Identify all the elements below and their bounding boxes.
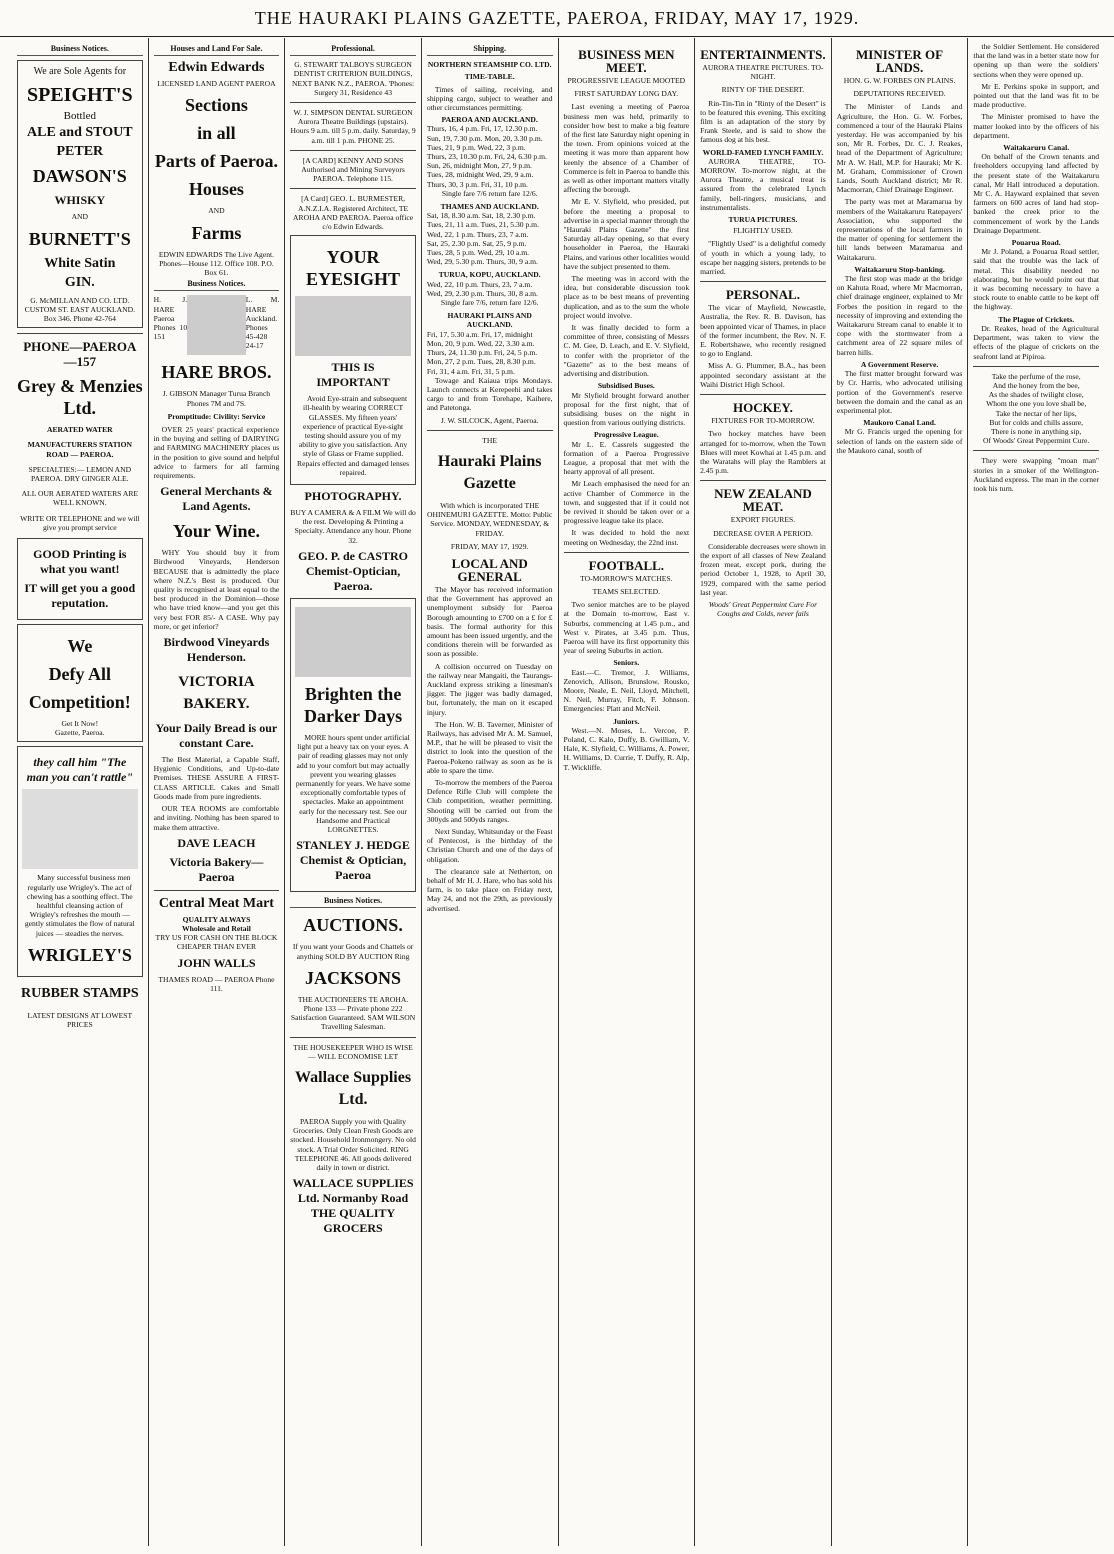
article-paragraph: They were swapping "moan man" stories in a smoker of the Wellington-Auckland express. The man in the corner took his turn. <box>973 456 1099 493</box>
divider <box>973 366 1099 367</box>
timetable-row: Tues, 21, 9 p.m. Wed, 22, 3 p.m. <box>426 142 526 152</box>
article-paragraph: Mr Leach emphasised the need for an active Chamber of Commerce in the town, and suggested that if it could not be revived it should be taken over or a progressive league take its place. <box>563 479 690 526</box>
divider <box>427 430 553 431</box>
divider <box>17 333 143 334</box>
ad-line: NORTHERN STEAMSHIP CO. LTD. <box>427 60 552 70</box>
ad-line: THAMES ROAD — PAEROA Phone 111. <box>158 974 275 993</box>
route-heading: HAURAKI PLAINS AND AUCKLAND. <box>447 311 532 330</box>
jacksons-title: JACKSONS <box>305 967 402 988</box>
ad-line: DAWSON'S <box>32 166 127 187</box>
ad-line: THE HOUSEKEEPER WHO IS WISE— WILL ECONOMISE LET <box>293 1042 413 1061</box>
article-subtitle: FIRST SATURDAY LONG DAY. <box>574 89 679 99</box>
ad-line: H. J. HARE Paeroa Phones 10 151 <box>153 295 188 342</box>
article-subtitle: FIXTURES FOR TO-MORROW. <box>711 416 815 426</box>
speights-ad <box>17 60 143 328</box>
timetable-row: Tues, 21, 11 a.m. Tues, 21, 5.30 p.m. <box>426 220 539 230</box>
column-8 <box>967 38 1104 1546</box>
ad-line: TIME-TABLE. <box>464 72 515 82</box>
article-paragraph: Mr E. V. Slyfield, who presided, put before the meeting a proposal to advertise in a special manner through the "Hauraki Plains Gazette" the first Saturday all-day opening, so that every householder in Paeroa, the Hauraki Plains, and various other localities would have the subject presented to them. <box>563 197 690 271</box>
article-paragraph: the Soldier Settlement. He considered that the land was in a better state now for opening up than were the soldiers' sections when they were opened up. <box>973 42 1099 79</box>
ad-line: Farms <box>191 222 242 243</box>
timetable-row: Fri, 17, 5.30 a.m. Fri, 17, midnight <box>426 329 533 339</box>
article-paragraph: The vicar of Mayfield, Newcastle, Australia, the Rev. R. B. Davison, has been appointed vicar of Thames, in place of the former incumbent, the Rev. N. F. E. Robertshawe, who recently resigned to go to England. <box>700 303 826 359</box>
section-subheading: WORLD-FAMED LYNCH FAMILY. <box>702 147 824 157</box>
timetable-row: Mon, 20, 9 p.m. Wed, 22, 3.30 a.m. <box>426 338 535 348</box>
article-paragraph: Mr G. Francis urged the opening for selection of lands on the eastern side of the Maukoro canal, south of <box>836 427 963 455</box>
ad-line: they call him "The man you can't rattle" <box>26 755 133 785</box>
column-2 <box>148 38 285 1546</box>
ad-line: PETER <box>56 144 104 160</box>
timetable-row: Thurs, 23, 10.30 p.m. Fri, 24, 6.30 p.m. <box>426 152 547 162</box>
timetable-row: Tues, 28, 5 p.m. Wed, 29, 10 a.m. <box>426 248 529 258</box>
ad-line: PHOTOGRAPHY. <box>304 489 402 504</box>
ad-line: J. W. SILCOCK, Agent, Paeroa. <box>440 415 539 425</box>
article-paragraph: On behalf of the Crown tenants and freeholders occupying land affected by the present state of the Waitakaruru canal, Mr Hall introduced a deputation. Mr C. A. Hayward explained that seven farmers on 600 acres of land had stop-banked the creek prior to the commencement of work by the Lands Drainage Department. <box>973 152 1099 235</box>
lamp-illustration <box>295 607 411 677</box>
divider <box>564 552 690 553</box>
section-header: Business Notices. <box>17 44 143 56</box>
hare-ad <box>154 295 280 355</box>
article-subtitle: RINTY OF THE DESERT. <box>721 85 805 95</box>
divider <box>290 102 416 103</box>
ad-line: AND <box>71 212 89 222</box>
ad-line: IT will get you a good reputation. <box>24 581 136 611</box>
ad-line: THE <box>482 435 498 445</box>
article-paragraph: The meeting was in accord with the idea, but considerable discussion took place as to be best means of preventing duplication, and as to the sum the whole project would involve. <box>563 274 690 320</box>
ad-line: THIS IS IMPORTANT <box>316 360 390 390</box>
article-paragraph: To-morrow the members of the Paeroa Defence Rifle Club will complete the Club competition, weather permitting. Shooting will be carried out from the 300yds and 500yds ranges. <box>426 778 553 824</box>
ad-line: Bottled <box>63 110 96 123</box>
rubber-stamps-title: RUBBER STAMPS <box>21 985 139 1001</box>
timetable-row: Sun, 19, 7.30 p.m. Mon, 20, 3.30 p.m. <box>426 133 543 143</box>
ad-text: MORE hours spent under artificial light put a heavy tax on your eyes. A pair of reading glasses may not only add to your comfort but may actually prevent you wearing glasses permanently for years. We have some exceptionally comfortable types of spectacles. Make an appointment early for the necessary test. See our Handsome and Practical LORGNETTES. <box>295 732 411 834</box>
timetable-row: Wed, 29, 5.30 p.m. Thurs, 30, 9 a.m. <box>426 257 538 267</box>
article-paragraph: Rin-Tin-Tin in "Rinty of the Desert" is to be featured this evening. This exciting film is an adaptation of the story by Frank Steele, and is said to show the famous dog at his best. <box>700 98 826 145</box>
route-heading: PAEROA AND AUCKLAND. <box>441 115 538 125</box>
poem-line: As the shades of twilight close, <box>988 390 1084 400</box>
section-subheading: Subsidised Buses. <box>597 381 655 391</box>
ad-text: WHY You should buy it from Birdwood Vineyards, Henderson BECAUSE that is admittedly the place where N.Z.'s Best is produced. Our quality is recognised at least equal to the best produced in the Dominion—those who have tried know—and you get this very best FOR 85/- A CASE. Why pay more, or get inferior? <box>153 548 280 631</box>
timetable-row: Wed, 29, 2.30 p.m. Thurs, 30, 8 a.m. <box>426 288 538 298</box>
kenny-card: [A CARD] KENNY AND SONS Authorised and Mining Surveyors PAEROA. Telephone 115. <box>301 155 405 184</box>
issue-date: FRIDAY, MAY 17, 1929. <box>450 541 529 551</box>
section-header: Shipping. <box>427 44 553 56</box>
ad-line: in all <box>197 123 236 144</box>
ad-line: BUY A CAMERA & A FILM We will do the rest. Developing & Printing a Specialty. Attendance any hour. Phone 32. <box>290 508 416 545</box>
route-heading: THAMES AND AUCKLAND. <box>440 202 539 212</box>
ad-line: General Merchants & Land Agents. <box>160 484 273 514</box>
ad-line: Sections <box>184 95 248 116</box>
hare-illustration <box>187 295 246 355</box>
article-title: MINISTER OF LANDS. <box>856 47 944 75</box>
ad-text: The Best Material, a Capable Staff, Hygienic Conditions, and Up-to-date Premises. THESE ASSURE A FIRST-CLASS ARTICLE. Cakes and Small Goods made from pure ingredients. <box>153 755 280 801</box>
eye-illustration <box>295 296 411 356</box>
ad-line: WHISKY <box>54 193 106 208</box>
article-paragraph: The Mayor has received information that the Government has approved an unemployment subsidy for Paeroa Borough amounting to £700 on a £ for £ basis. The formal authority for this amount has been issued urgently, and the conditions therein will be forwarded as soon as possible. <box>426 584 553 659</box>
article-subtitle: PROGRESSIVE LEAGUE MOOTED <box>567 76 686 85</box>
article-subtitle: HON. G. W. FORBES ON PLAINS. <box>843 76 956 85</box>
article-subtitle: FLIGHTLY USED. <box>733 226 793 236</box>
article-subtitle: DEPUTATIONS RECEIVED. <box>853 89 946 99</box>
ad-line: TRY US FOR CASH ON THE BLOCK CHEAPER THAN EVER <box>155 933 278 952</box>
ad-text: OVER 25 years' practical experience in the buying and selling of DAIRYING and FARMING MACHINERY places us in the position to give sound and helpful advice to farmers for all farming requirements. <box>153 425 280 481</box>
poem-line: But for colds and chills assure, <box>989 417 1083 427</box>
ad-line: G. McMILLAN AND CO. LTD. CUSTOM ST. EAST AUCKLAND. Box 346. Phone 42-764 <box>24 295 135 324</box>
simpson-card: W. J. SIMPSON DENTAL SURGEON Aurora Theatre Buildings (upstairs). Hours 9 a.m. till 5 p.m. daily. Saturday, 9 a.m. till 1 p.m. PHONE 25. <box>290 108 416 145</box>
column-5 <box>558 38 695 1546</box>
article-paragraph: Two senior matches are to be played at the Domain to-morrow, East v. Suburbs, commencing at 1.45 p.m., and West v. Pirates, at 3.45 p.m. Thus, Paeroa will have its first opportunity this year of seeing Suburbs in action. <box>563 600 690 656</box>
ad-line: GEO. P. de CASTRO Chemist-Optician, Paeroa. <box>298 548 409 593</box>
ad-text: Times of sailing, receiving, and shipping cargo, subject to weather and other circumstances permitting. <box>426 84 553 113</box>
ad-line: AND <box>208 206 225 216</box>
column-4 <box>421 38 558 1546</box>
ad-line: BURNETT'S <box>28 228 131 249</box>
ad-line: Promptitude: Civility: Service <box>167 411 266 421</box>
divider <box>290 188 416 189</box>
article-paragraph: Mr J. Poland, a Pouarua Road settler, said that the trouble was the lack of metal. This disability needed no elaborating, but he would point out that it was becoming necessary to have a stock route to enable cattle to be kept off the highway. <box>973 247 1099 312</box>
timetable-row: Wed, 22, 1 p.m. Thurs, 23, 7 a.m. <box>426 229 529 239</box>
route-heading: TURUA, KOPU, AUCKLAND. <box>438 270 541 280</box>
grey-menzies-title: Grey & Menzies Ltd. <box>17 376 143 419</box>
article-paragraph: The Minister of Lands and Agriculture, the Hon. G. W. Forbes, commenced a tour of the Hauraki Plains yesterday. He was accompanied by his son, Mr R. Forbes, Dr. C. J. Reakes, head of the Department of Agriculture; Mr A. W. Hall, M.P. for Hauraki; Mr K. M. Graham, Commissioner of Crown Lands, South Auckland district; Mr R. Macmorran, Chief Drainage Engineer. <box>836 102 963 195</box>
ad-line: Your Daily Bread is our constant Care. <box>155 721 278 751</box>
divider <box>290 150 416 151</box>
ad-line: LICENSED LAND AGENT PAEROA <box>157 79 276 89</box>
ad-line: PAEROA Supply you with Quality Groceries. Only Clean Fresh Goods are stocked. Household Ironmongery. No old stock. A Trial Order Solicited. RING TELEPHONE 46. All goods delivered daily in town or district. <box>290 1116 416 1172</box>
printing-ad <box>17 538 143 620</box>
section-subheading: Juniors. <box>613 716 640 726</box>
wrigley-illustration <box>22 789 138 869</box>
column-1 <box>12 38 148 1546</box>
article-paragraph: Considerable decreases were shown in the export of all classes of New Zealand frozen meat, except pork, during the period October 1, 1928, to April 30, 1929, compared with the same period last year. <box>700 541 826 597</box>
ad-line: If you want your Goods and Chattels or anything SOLD BY AUCTION Ring <box>292 942 414 961</box>
article-paragraph: The clearance sale at Netherton, on behalf of Mr H. J. Hare, who has sold his farm, is to take place on Friday next, May 24, and not the 29th, as previously advertised. <box>426 866 553 913</box>
section-subheading: The Plague of Crickets. <box>998 314 1075 324</box>
ad-line: JOHN WALLS <box>177 955 256 970</box>
article-paragraph: Miss A. G. Plummer, B.A., has been appointed secondary assistant at the Waihi District High School. <box>700 361 826 389</box>
article-paragraph: Mr E. Perkins spoke in support, and pointed out that the land was fit to be made productive. <box>973 81 1099 110</box>
divider <box>154 890 280 891</box>
divider <box>700 281 826 282</box>
section-subheading: Progressive League. <box>593 430 659 440</box>
article-paragraph: West.—N. Moses, L. Vercoe, P. Poland, C. Kalo, Duffy, B. Gwilliam, V. Hale, K. Slyfield, C. Williams, A. Power, H. Williams, D. Currie, T. Duffy, R. Alp, T. Wickliffe. <box>563 725 690 772</box>
ad-line: L. M. HARE Auckland. Phones 45-428 24-17 <box>245 295 280 351</box>
article-paragraph: AURORA THEATRE, TO-MORROW. To-morrow night, at the Aurora Theatre, a musical treat is assured from the celebrated Lynch family, bell-ringers, musicians, and instrumentalists. <box>700 156 826 212</box>
article-paragraph: The Hon. W. B. Taverner, Minister of Railways, has advised Mr A. M. Samuel, M.P., that he will be pleased to visit the district to look into the question of the Paeroa-Pokeno railway as soon as he is able to spare the time. <box>426 719 553 775</box>
talboys-card: G. STEWART TALBOYS SURGEON DENTIST CRITERION BUILDINGS, NEXT BANK N.Z., PAEROA. 'Phones: Surgery 31, Residence 43 <box>292 60 415 97</box>
ad-line: THE AUCTIONEERS TE AROHA. Phone 133 — Private phone 222 Satisfaction Guaranteed. SAM WILSON Travelling Salesman. <box>290 994 416 1032</box>
defy-ad <box>17 624 143 742</box>
article-paragraph: Mr L. E. Cassrels suggested the formation of a Paeroa Progressive League, a proposal that met with the hearty approval of all present. <box>563 439 690 477</box>
timetable-row: Sat, 25, 2.30 p.m. Sat, 25, 9 p.m. <box>426 238 527 248</box>
article-title: ENTERTAINMENTS. <box>700 47 826 62</box>
article-paragraph: East.—C. Tremor, J. Williams, Zenovich, Allison, Brunslow, Rousko, Moore, Neale, E. Neil, Lloyd, Mitchell, N. Neil, Murray, Fitch, F. Johnson. Emergencies: Platt and McNeil. <box>563 667 690 714</box>
ad-line: Birdwood Vineyards Henderson. <box>163 635 270 665</box>
ad-line: White Satin <box>44 255 116 271</box>
hare-bros-logo: HARE BROS. <box>161 362 272 383</box>
ad-text: Towage and Kaiaua trips Mondays. Launch connects at Kerepeehi and takes cargo to and from Torehape, Kaihere, and Patetonga. <box>426 375 553 413</box>
phone-line: PHONE—PAEROA —157 <box>23 339 137 370</box>
section-subheading: Seniors. <box>613 658 640 668</box>
meat-mart-title: Central Meat Mart <box>158 895 274 911</box>
timetable-row: Wed, 22, 10 p.m. Thurs, 23, 7 a.m. <box>426 279 533 289</box>
section-header: Houses and Land For Sale. <box>154 44 280 56</box>
poem-line: There is none in anything sip, <box>991 426 1082 436</box>
section-subheading: Waitakaruru Stop-banking. <box>854 264 945 274</box>
timetable-row: Fri, 31, 4 a.m. Fri, 31, 5 p.m. <box>426 366 515 376</box>
section-header: Business Notices. <box>290 896 416 908</box>
article-paragraph: Mr Slyfield brought forward another proposal for the first night, that of subsidising buses on the night in question from various outlying districts. <box>563 390 690 428</box>
ad-line: MANUFACTURERS STATION ROAD — PAEROA. <box>27 440 133 459</box>
article-paragraph: It was finally decided to form a committee of three, consisting of Messrs C. M. Gee, D. Leach, and E. V. Slyfield, to confer with the proprietor of the "Gazette" as to the best means of advertising and distribution. <box>563 323 690 379</box>
article-subtitle: TEAMS SELECTED. <box>592 586 661 596</box>
wrigleys-ad <box>17 746 143 976</box>
article-paragraph: "Flightly Used" is a delightful comedy of youth in which a young lady, to escape her nagging sisters, pretends to be married. <box>700 239 826 277</box>
article-title: BUSINESS MEN MEET. <box>578 47 675 75</box>
ad-line: SPECIALTIES:— LEMON AND PAEROA. DRY GINGER ALE. <box>28 464 132 484</box>
article-paragraph: Dr. Reakes, head of the Agricultural Department, was taken to view the effects of the plague of crickets on the seafront land at Pipiroa. <box>973 323 1099 361</box>
ad-line: Competition! <box>28 692 131 713</box>
ad-line: YOUR EYESIGHT <box>306 247 401 290</box>
ad-line: J. GIBSON Manager Turua Branch Phones 7M and 7S. <box>162 389 271 408</box>
section-subheading: Pouarua Road. <box>1011 238 1061 248</box>
ad-line: Defy All <box>48 664 112 685</box>
poem-line: Take the perfume of the rose, <box>991 371 1081 381</box>
timetable-row: Sun, 26, midnight Mon, 27, 9 p.m. <box>426 161 532 171</box>
paper-nameplate: Hauraki Plains Gazette <box>437 452 542 492</box>
poem-line: Take the nectar of her lips, <box>995 408 1077 418</box>
ad-line: Wholesale and Retail <box>182 923 251 933</box>
newspaper-columns <box>12 38 1104 1546</box>
ad-line: We are Sole Agents for <box>33 66 127 78</box>
article-paragraph: Next Sunday, Whitsunday or the Feast of Pentecost, is the birthday of the Christian Church and one of the days of obligation. <box>426 827 553 864</box>
ad-line: Houses <box>188 179 244 200</box>
ad-line: Gazette, Paeroa. <box>55 728 105 738</box>
wallace-title: Wallace Supplies Ltd. <box>295 1068 412 1108</box>
article-paragraph: The first stop was made at the bridge on Kahuta Road, where Mr Macmorran, chief drainage engineer, explained to Mr Forbes the position in regard to the necessity of improving and extending the Waitakaruru Stream canal to enable it to cope with the stormwater from a catchment area of 22 square miles of barren hills. <box>836 274 963 357</box>
column-6 <box>694 38 831 1546</box>
article-paragraph: The first matter brought forward was by Cr. Harris, who advocated utilising portion of the Government's reserve between the domain and the canal as an experimental plot. <box>836 369 963 415</box>
masthead: THE HAURAKI PLAINS GAZETTE, PAEROA, FRIDAY, MAY 17, 1929. <box>0 0 1114 37</box>
article-title: NEW ZEALAND MEAT. <box>714 486 812 515</box>
article-paragraph: The Minister promised to have the matter looked into by the officers of his department. <box>973 112 1099 140</box>
ad-text: OUR TEA ROOMS are comfortable and inviting. Nothing has been spared to make them attractive. <box>153 804 280 832</box>
article-paragraph: Last evening a meeting of Paeroa business men was held, primarily to consider how best to make a big feature of the first late Saturday night opening in the town. From opinions voiced at the meeting it was more than apparent how keenly the absence of a Chamber of Commerce is felt in Paeroa to handle this as well as other important matters vitally affecting the borough. <box>563 102 690 195</box>
local-general-heading: LOCAL AND GENERAL <box>451 555 528 584</box>
section-subheading: Waitakaruru Canal. <box>1003 143 1070 153</box>
section-header: Business Notices. <box>154 279 280 291</box>
ad-line: ALL OUR AERATED WATERS ARE WELL KNOWN. <box>21 489 139 508</box>
ad-line: WALLACE SUPPLIES Ltd. Normanby Road THE QUALITY GROCERS <box>292 1176 414 1236</box>
wrigleys-logo: WRIGLEY'S <box>27 944 132 965</box>
ad-line: EDWIN EDWARDS The Live Agent. Phones—House 112. Office 108. P.O. Box 61. <box>158 249 275 278</box>
ad-line: QUALITY ALWAYS <box>182 914 251 924</box>
section-subheading: TURUA PICTURES. <box>728 215 798 225</box>
wine-title: Your Wine. <box>172 521 260 542</box>
victoria-bakery-title: VICTORIA BAKERY. <box>178 674 255 713</box>
ad-line: We <box>67 636 93 657</box>
divider <box>290 1037 416 1038</box>
ad-line: Woods' Great Peppermint Cure For Coughs and Colds, never fails <box>708 599 818 619</box>
timetable-row: Tues, 28, midnight Wed, 29, 9 a.m. <box>426 170 534 180</box>
article-paragraph: It was decided to hold the next meeting on Wednesday, the 22nd inst. <box>563 528 690 547</box>
ad-line: LATEST DESIGNS AT LOWEST PRICES <box>27 1010 133 1030</box>
ad-line: Parts of Paeroa. <box>154 151 278 172</box>
ad-line: SPEIGHT'S <box>27 84 133 107</box>
ad-text: Avoid Eye-strain and subsequent ill-health by wearing CORRECT GLASSES. My fifteen years' experience of practical Eye-sight testing should assure you of my ability to give you satisfaction. Any style of Glass or Frame supplied. Repairs effected and damaged lenses repaired. <box>297 394 410 477</box>
ad-line: ALE and STOUT <box>27 125 133 141</box>
article-subtitle: TO-MORROW'S MATCHES. <box>580 573 673 583</box>
poem-line: And the honey from the bee, <box>992 380 1080 390</box>
edwin-edwards-title: Edwin Edwards <box>168 60 265 76</box>
ad-line: AERATED WATER <box>47 425 113 435</box>
article-paragraph: The party was met at Maramarua by members of the Waitakaruru Ratepayers' Association, who supported the representations of the local farmers in the matter of opening for settlement the hill lands between Maramarua and Waitakaruru. <box>836 197 963 262</box>
poem-line: Of Woods' Great Peppermint Cure. <box>983 436 1090 446</box>
article-title: PERSONAL. <box>725 287 800 303</box>
article-subtitle: DECREASE OVER A PERIOD. <box>713 528 813 538</box>
section-subheading: A Government Reserve. <box>860 359 939 369</box>
auctions-title: AUCTIONS. <box>303 915 403 936</box>
ad-line: DAVE LEACH <box>177 835 256 850</box>
column-3 <box>284 38 421 1546</box>
ad-line: Single fare 7/6 return fare 12/6. <box>441 188 538 198</box>
section-header: Professional. <box>290 44 416 56</box>
divider <box>973 450 1099 451</box>
divider <box>700 394 826 395</box>
ad-line: WRITE OR TELEPHONE and we will give you prompt service <box>20 513 140 532</box>
timetable-row: Thurs, 16, 4 p.m. Fri, 17, 12.30 p.m. <box>426 124 538 134</box>
timetable-row: Thurs, 30, 3 p.m. Fri, 31, 10 p.m. <box>426 179 528 189</box>
article-paragraph: A collision occurred on Tuesday on the railway near Mangaiti, the Taurangs-Auckland express striking a linesman's jigger. The jigger was badly damaged, but, fortunately, the man on it escaped injury. <box>426 661 553 717</box>
article-subtitle: EXPORT FIGURES. <box>730 515 796 525</box>
ad-line: STANLEY J. HEDGE Chemist & Optician, Paeroa <box>296 838 410 883</box>
brighten-ad <box>290 598 416 892</box>
ad-line: With which is incorporated THE OHINEMURI GAZETTE. Motto: Public Service. MONDAY, WEDNESDAY, & FRIDAY. <box>427 500 553 538</box>
ad-line: Victoria Bakery—Paeroa <box>169 854 264 884</box>
ad-line: Brighten the Darker Days <box>303 683 403 726</box>
article-title: FOOTBALL. <box>588 557 665 573</box>
article-subtitle: AURORA THEATRE PICTURES. TO-NIGHT. <box>702 63 824 82</box>
timetable-row: Thurs, 24, 11.30 p.m. Fri, 24, 5 p.m. <box>426 348 538 358</box>
article-paragraph: Two hockey matches have been arranged for to-morrow, when the Town Blues will meet Kowhai at 1.45 p.m. and the Waratahs will play the Ramblers at 2.45 p.m. <box>700 429 826 476</box>
column-7 <box>831 38 968 1546</box>
poem-line: Whom the one you love shall be, <box>986 399 1087 409</box>
ad-line: GOOD Printing is what you want! <box>33 547 127 577</box>
ad-line: Get It Now! <box>61 719 99 729</box>
timetable-row: Sat, 18, 8.30 a.m. Sat, 18, 2.30 p.m. <box>426 211 536 221</box>
burmester-card: [A Card] GEO. L. BURMESTER, A.N.Z.I.A. Registered Architect, TE AROHA AND PAEROA. Paeroa office c/o Edwin Edwards. <box>293 194 414 232</box>
ad-line: Single fare 7/6, return fare 12/6. <box>440 298 539 308</box>
ad-text: Many successful business men regularly use Wrigley's. The act of chewing has a soothing effect. The healthful cleansing action of Wrigley's refreshes the mouth — gently stimulates the flow of natural juices — steadies the nerves. <box>24 873 135 938</box>
divider <box>700 480 826 481</box>
article-title: HOCKEY. <box>733 400 793 416</box>
eyesight-ad <box>290 235 416 485</box>
ad-line: GIN. <box>64 274 95 290</box>
timetable-row: Mon, 27, 2 p.m. Tues, 28, 8.30 p.m. <box>426 357 536 367</box>
section-subheading: Maukoro Canal Land. <box>863 418 936 428</box>
